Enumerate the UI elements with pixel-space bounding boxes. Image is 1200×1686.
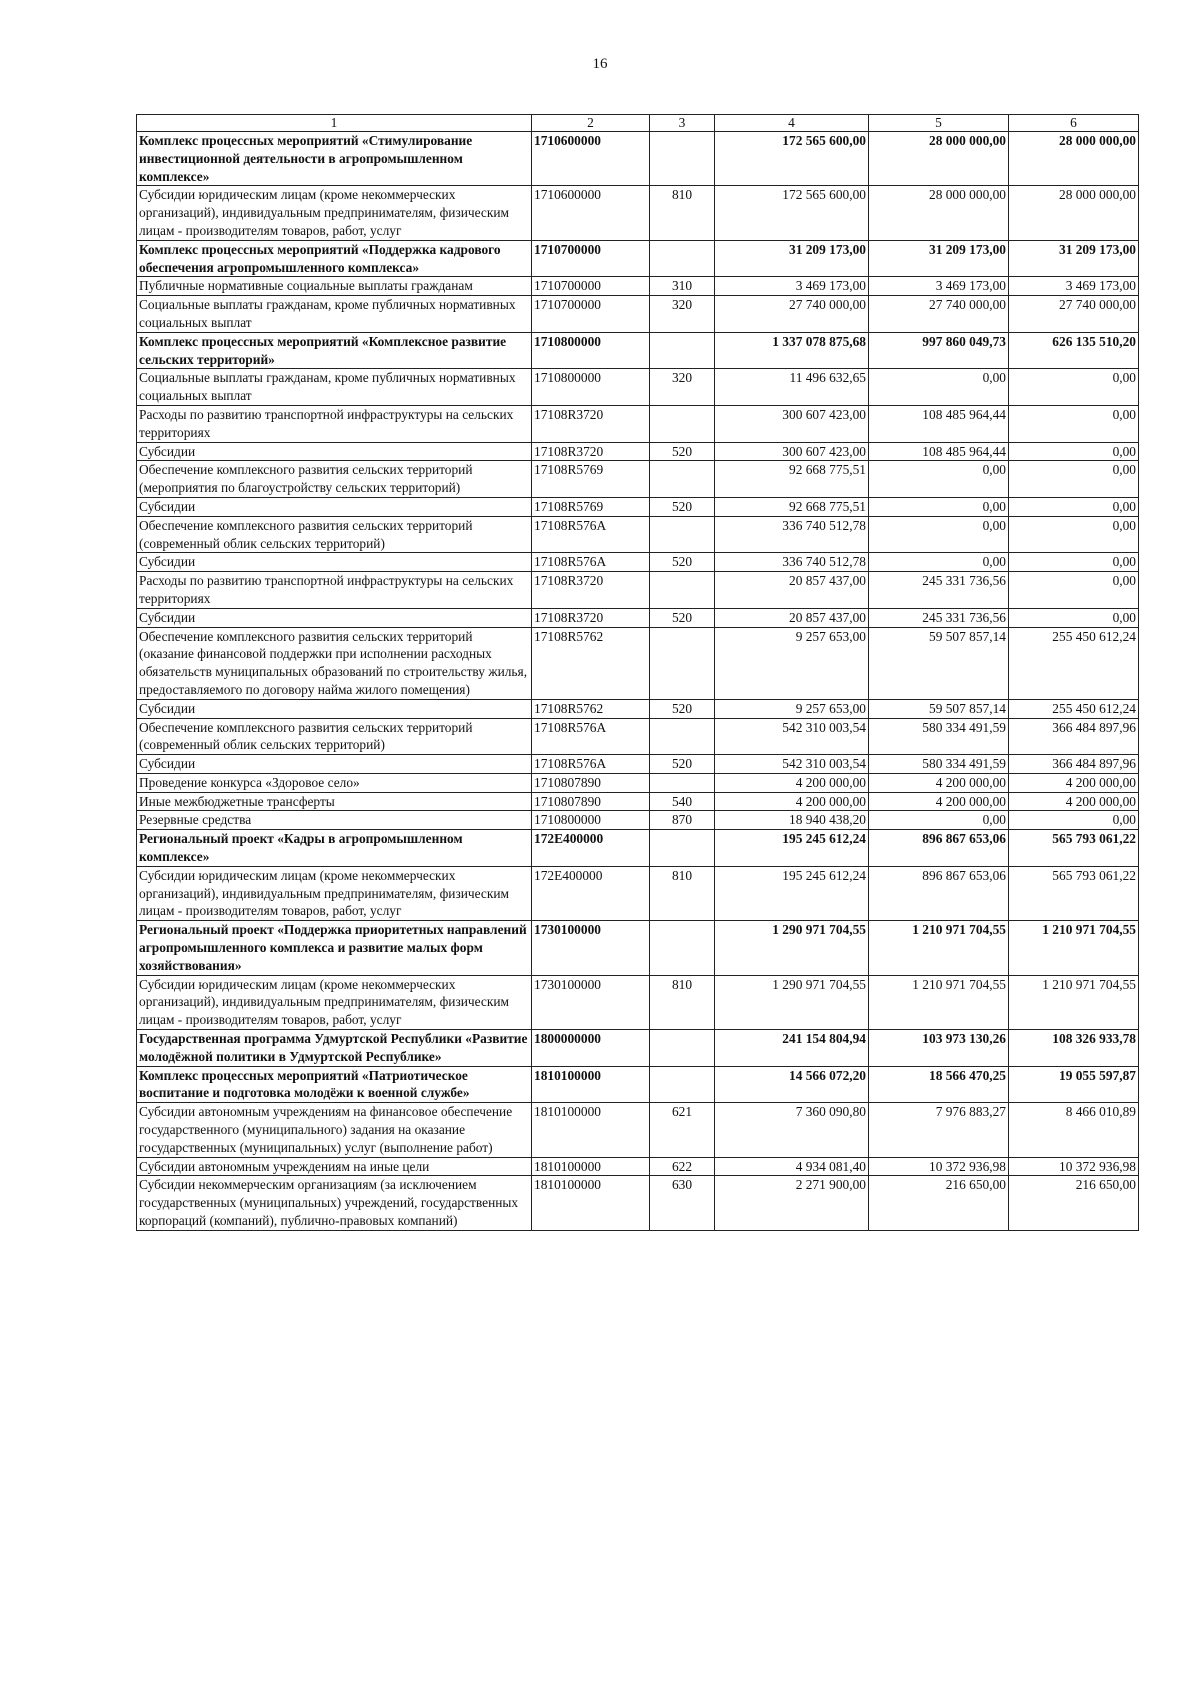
row-code-cell: 17108R3720	[532, 608, 650, 627]
row-name-cell: Субсидии	[137, 553, 532, 572]
table-header-row	[137, 115, 1139, 132]
row-expense-type-cell	[650, 718, 715, 755]
row-amount-col6-cell: 0,00	[1009, 608, 1139, 627]
row-amount-col4-cell: 195 245 612,24	[715, 830, 869, 867]
table-row	[137, 921, 1139, 975]
row-code-cell: 1710700000	[532, 277, 650, 296]
row-amount-col5-cell: 18 566 470,25	[869, 1066, 1009, 1103]
row-amount-col5-cell: 108 485 964,44	[869, 405, 1009, 442]
column-header: 6	[1009, 115, 1139, 132]
row-amount-col5-cell: 0,00	[869, 811, 1009, 830]
column-header: 5	[869, 115, 1009, 132]
row-amount-col5-cell: 896 867 653,06	[869, 830, 1009, 867]
table-row	[137, 699, 1139, 718]
row-expense-type-cell: 320	[650, 369, 715, 406]
table-row	[137, 497, 1139, 516]
row-amount-col6-cell: 1 210 971 704,55	[1009, 921, 1139, 975]
row-name-cell: Субсидии	[137, 442, 532, 461]
row-amount-col5-cell: 580 334 491,59	[869, 755, 1009, 774]
row-code-cell: 1710800000	[532, 369, 650, 406]
row-expense-type-cell: 870	[650, 811, 715, 830]
row-amount-col4-cell: 1 290 971 704,55	[715, 921, 869, 975]
table-row	[137, 572, 1139, 609]
row-code-cell: 1800000000	[532, 1030, 650, 1067]
row-amount-col4-cell: 195 245 612,24	[715, 866, 869, 920]
row-amount-col5-cell: 245 331 736,56	[869, 608, 1009, 627]
row-name-cell: Расходы по развитию транспортной инфраструктуры на сельских территориях	[137, 572, 532, 609]
budget-table	[136, 114, 1139, 1231]
table-row	[137, 866, 1139, 920]
row-amount-col4-cell: 11 496 632,65	[715, 369, 869, 406]
page-number: 16	[592, 56, 608, 72]
row-amount-col4-cell: 92 668 775,51	[715, 497, 869, 516]
row-amount-col6-cell: 0,00	[1009, 461, 1139, 498]
row-code-cell: 1730100000	[532, 921, 650, 975]
row-amount-col4-cell: 2 271 900,00	[715, 1176, 869, 1230]
row-expense-type-cell	[650, 132, 715, 186]
row-expense-type-cell	[650, 1030, 715, 1067]
row-expense-type-cell: 520	[650, 553, 715, 572]
row-amount-col6-cell: 366 484 897,96	[1009, 718, 1139, 755]
row-expense-type-cell: 520	[650, 755, 715, 774]
table-row	[137, 975, 1139, 1029]
row-amount-col5-cell: 0,00	[869, 461, 1009, 498]
row-amount-col5-cell: 1 210 971 704,55	[869, 975, 1009, 1029]
row-amount-col5-cell: 3 469 173,00	[869, 277, 1009, 296]
row-code-cell: 1710807890	[532, 773, 650, 792]
row-name-cell: Обеспечение комплексного развития сельских территорий (современный облик сельских территорий)	[137, 516, 532, 553]
row-amount-col5-cell: 0,00	[869, 497, 1009, 516]
row-code-cell: 1810100000	[532, 1157, 650, 1176]
row-expense-type-cell	[650, 921, 715, 975]
row-code-cell: 1810100000	[532, 1176, 650, 1230]
row-amount-col5-cell: 28 000 000,00	[869, 186, 1009, 240]
row-amount-col5-cell: 108 485 964,44	[869, 442, 1009, 461]
row-amount-col5-cell: 4 200 000,00	[869, 773, 1009, 792]
row-amount-col5-cell: 103 973 130,26	[869, 1030, 1009, 1067]
row-amount-col5-cell: 0,00	[869, 369, 1009, 406]
row-amount-col6-cell: 565 793 061,22	[1009, 830, 1139, 867]
row-expense-type-cell: 810	[650, 866, 715, 920]
table-row	[137, 811, 1139, 830]
row-name-cell: Субсидии автономным учреждениям на иные цели	[137, 1157, 532, 1176]
row-amount-col6-cell: 27 740 000,00	[1009, 296, 1139, 333]
table-row	[137, 553, 1139, 572]
row-name-cell: Резервные средства	[137, 811, 532, 830]
row-amount-col4-cell: 542 310 003,54	[715, 718, 869, 755]
row-amount-col5-cell: 245 331 736,56	[869, 572, 1009, 609]
table-row	[137, 608, 1139, 627]
table-row	[137, 718, 1139, 755]
row-amount-col6-cell: 31 209 173,00	[1009, 240, 1139, 277]
row-amount-col4-cell: 92 668 775,51	[715, 461, 869, 498]
row-expense-type-cell: 810	[650, 186, 715, 240]
row-amount-col4-cell: 9 257 653,00	[715, 627, 869, 699]
table-row	[137, 132, 1139, 186]
column-header: 3	[650, 115, 715, 132]
row-expense-type-cell: 310	[650, 277, 715, 296]
row-amount-col6-cell: 0,00	[1009, 553, 1139, 572]
row-amount-col4-cell: 300 607 423,00	[715, 442, 869, 461]
row-expense-type-cell	[650, 1066, 715, 1103]
table-row	[137, 1066, 1139, 1103]
row-name-cell: Комплекс процессных мероприятий «Патриотическое воспитание и подготовка молодёжи к военной службе»	[137, 1066, 532, 1103]
table-row	[137, 405, 1139, 442]
table-row	[137, 240, 1139, 277]
row-amount-col6-cell: 0,00	[1009, 516, 1139, 553]
row-amount-col4-cell: 14 566 072,20	[715, 1066, 869, 1103]
row-code-cell: 17108R3720	[532, 405, 650, 442]
row-name-cell: Субсидии	[137, 699, 532, 718]
row-name-cell: Субсидии	[137, 608, 532, 627]
row-amount-col6-cell: 626 135 510,20	[1009, 332, 1139, 369]
row-amount-col6-cell: 255 450 612,24	[1009, 627, 1139, 699]
row-code-cell: 17108R576A	[532, 516, 650, 553]
row-expense-type-cell	[650, 830, 715, 867]
row-amount-col5-cell: 7 976 883,27	[869, 1103, 1009, 1157]
row-amount-col6-cell: 4 200 000,00	[1009, 792, 1139, 811]
row-code-cell: 17108R5769	[532, 461, 650, 498]
row-name-cell: Субсидии автономным учреждениям на финансовое обеспечение государственного (муниципального) задания на оказание государственных (муниципальных) услуг (выполнение работ)	[137, 1103, 532, 1157]
row-amount-col6-cell: 108 326 933,78	[1009, 1030, 1139, 1067]
row-name-cell: Комплекс процессных мероприятий «Поддержка кадрового обеспечения агропромышленного комплекса»	[137, 240, 532, 277]
row-amount-col4-cell: 336 740 512,78	[715, 516, 869, 553]
table-row	[137, 461, 1139, 498]
table-row	[137, 277, 1139, 296]
row-code-cell: 172E400000	[532, 830, 650, 867]
column-header: 4	[715, 115, 869, 132]
row-amount-col6-cell: 0,00	[1009, 442, 1139, 461]
row-expense-type-cell	[650, 627, 715, 699]
row-amount-col6-cell: 4 200 000,00	[1009, 773, 1139, 792]
row-amount-col5-cell: 997 860 049,73	[869, 332, 1009, 369]
row-amount-col4-cell: 9 257 653,00	[715, 699, 869, 718]
row-name-cell: Иные межбюджетные трансферты	[137, 792, 532, 811]
row-code-cell: 17108R3720	[532, 572, 650, 609]
row-code-cell: 1730100000	[532, 975, 650, 1029]
row-name-cell: Обеспечение комплексного развития сельских территорий (оказание финансовой поддержки при исполнении расходных обязательств муниципальных образований по строительству жилья, предоставляемого по договору найма жилого помещения)	[137, 627, 532, 699]
row-expense-type-cell	[650, 773, 715, 792]
row-amount-col6-cell: 19 055 597,87	[1009, 1066, 1139, 1103]
table-row	[137, 516, 1139, 553]
row-amount-col4-cell: 336 740 512,78	[715, 553, 869, 572]
row-name-cell: Обеспечение комплексного развития сельских территорий (современный облик сельских территорий)	[137, 718, 532, 755]
row-amount-col4-cell: 542 310 003,54	[715, 755, 869, 774]
row-amount-col5-cell: 4 200 000,00	[869, 792, 1009, 811]
row-name-cell: Комплекс процессных мероприятий «Комплексное развитие сельских территорий»	[137, 332, 532, 369]
table-row	[137, 186, 1139, 240]
row-amount-col6-cell: 366 484 897,96	[1009, 755, 1139, 774]
row-expense-type-cell: 810	[650, 975, 715, 1029]
row-expense-type-cell: 520	[650, 608, 715, 627]
row-name-cell: Социальные выплаты гражданам, кроме публичных нормативных социальных выплат	[137, 296, 532, 333]
row-amount-col4-cell: 241 154 804,94	[715, 1030, 869, 1067]
row-amount-col6-cell: 8 466 010,89	[1009, 1103, 1139, 1157]
table-row	[137, 1103, 1139, 1157]
row-amount-col5-cell: 10 372 936,98	[869, 1157, 1009, 1176]
row-amount-col4-cell: 4 934 081,40	[715, 1157, 869, 1176]
row-amount-col6-cell: 0,00	[1009, 572, 1139, 609]
row-code-cell: 17108R5762	[532, 627, 650, 699]
row-amount-col6-cell: 28 000 000,00	[1009, 132, 1139, 186]
table-row	[137, 792, 1139, 811]
row-amount-col4-cell: 172 565 600,00	[715, 132, 869, 186]
row-name-cell: Публичные нормативные социальные выплаты гражданам	[137, 277, 532, 296]
table-row	[137, 1157, 1139, 1176]
row-code-cell: 1710800000	[532, 332, 650, 369]
column-header: 1	[137, 115, 532, 132]
row-amount-col6-cell: 216 650,00	[1009, 1176, 1139, 1230]
row-name-cell: Субсидии юридическим лицам (кроме некоммерческих организаций), индивидуальным предпринимателям, физическим лицам - производителям товаров, работ, услуг	[137, 866, 532, 920]
row-code-cell: 17108R5762	[532, 699, 650, 718]
row-expense-type-cell	[650, 516, 715, 553]
row-amount-col4-cell: 20 857 437,00	[715, 608, 869, 627]
row-amount-col5-cell: 216 650,00	[869, 1176, 1009, 1230]
row-code-cell: 1710807890	[532, 792, 650, 811]
table-row	[137, 1030, 1139, 1067]
row-expense-type-cell: 630	[650, 1176, 715, 1230]
row-code-cell: 1810100000	[532, 1066, 650, 1103]
row-amount-col4-cell: 4 200 000,00	[715, 792, 869, 811]
row-code-cell: 17108R576A	[532, 718, 650, 755]
row-code-cell: 1710600000	[532, 186, 650, 240]
row-amount-col5-cell: 896 867 653,06	[869, 866, 1009, 920]
row-amount-col4-cell: 7 360 090,80	[715, 1103, 869, 1157]
row-expense-type-cell: 622	[650, 1157, 715, 1176]
row-amount-col4-cell: 31 209 173,00	[715, 240, 869, 277]
row-name-cell: Субсидии	[137, 497, 532, 516]
row-name-cell: Обеспечение комплексного развития сельских территорий (мероприятия по благоустройству сельских территорий)	[137, 461, 532, 498]
row-name-cell: Проведение конкурса «Здоровое село»	[137, 773, 532, 792]
row-expense-type-cell: 520	[650, 442, 715, 461]
table-row	[137, 1176, 1139, 1230]
row-expense-type-cell: 621	[650, 1103, 715, 1157]
row-code-cell: 172E400000	[532, 866, 650, 920]
row-amount-col6-cell: 10 372 936,98	[1009, 1157, 1139, 1176]
row-amount-col6-cell: 255 450 612,24	[1009, 699, 1139, 718]
table-row	[137, 627, 1139, 699]
row-code-cell: 17108R5769	[532, 497, 650, 516]
row-amount-col4-cell: 27 740 000,00	[715, 296, 869, 333]
row-expense-type-cell	[650, 405, 715, 442]
row-amount-col4-cell: 18 940 438,20	[715, 811, 869, 830]
row-amount-col6-cell: 1 210 971 704,55	[1009, 975, 1139, 1029]
table-row	[137, 773, 1139, 792]
row-code-cell: 1710600000	[532, 132, 650, 186]
row-amount-col6-cell: 565 793 061,22	[1009, 866, 1139, 920]
row-expense-type-cell: 520	[650, 497, 715, 516]
row-code-cell: 17108R576A	[532, 755, 650, 774]
row-expense-type-cell	[650, 572, 715, 609]
row-name-cell: Субсидии юридическим лицам (кроме некоммерческих организаций), индивидуальным предпринимателям, физическим лицам - производителям товаров, работ, услуг	[137, 186, 532, 240]
row-expense-type-cell: 320	[650, 296, 715, 333]
row-name-cell: Комплекс процессных мероприятий «Стимулирование инвестиционной деятельности в агропромышленном комплексе»	[137, 132, 532, 186]
row-expense-type-cell: 520	[650, 699, 715, 718]
table-row	[137, 830, 1139, 867]
row-code-cell: 17108R576A	[532, 553, 650, 572]
row-amount-col5-cell: 0,00	[869, 516, 1009, 553]
row-amount-col4-cell: 300 607 423,00	[715, 405, 869, 442]
row-code-cell: 1710700000	[532, 240, 650, 277]
table-row	[137, 755, 1139, 774]
row-amount-col6-cell: 0,00	[1009, 369, 1139, 406]
row-expense-type-cell: 540	[650, 792, 715, 811]
table-row	[137, 369, 1139, 406]
row-amount-col5-cell: 31 209 173,00	[869, 240, 1009, 277]
row-amount-col6-cell: 0,00	[1009, 405, 1139, 442]
row-amount-col4-cell: 3 469 173,00	[715, 277, 869, 296]
row-code-cell: 1710800000	[532, 811, 650, 830]
row-amount-col4-cell: 4 200 000,00	[715, 773, 869, 792]
row-amount-col5-cell: 0,00	[869, 553, 1009, 572]
row-amount-col4-cell: 1 337 078 875,68	[715, 332, 869, 369]
row-code-cell: 1710700000	[532, 296, 650, 333]
row-amount-col5-cell: 28 000 000,00	[869, 132, 1009, 186]
table-row	[137, 296, 1139, 333]
row-name-cell: Субсидии некоммерческим организациям (за исключением государственных (муниципальных) учреждений, государственных корпораций (компаний), публично-правовых компаний)	[137, 1176, 532, 1230]
row-name-cell: Региональный проект «Кадры в агропромышленном комплексе»	[137, 830, 532, 867]
row-amount-col5-cell: 59 507 857,14	[869, 699, 1009, 718]
row-name-cell: Региональный проект «Поддержка приоритетных направлений агропромышленного комплекса и развитие малых форм хозяйствования»	[137, 921, 532, 975]
row-code-cell: 1810100000	[532, 1103, 650, 1157]
row-amount-col5-cell: 27 740 000,00	[869, 296, 1009, 333]
row-expense-type-cell	[650, 461, 715, 498]
table-row	[137, 332, 1139, 369]
row-expense-type-cell	[650, 240, 715, 277]
row-amount-col6-cell: 0,00	[1009, 811, 1139, 830]
row-name-cell: Социальные выплаты гражданам, кроме публичных нормативных социальных выплат	[137, 369, 532, 406]
column-header: 2	[532, 115, 650, 132]
row-name-cell: Субсидии	[137, 755, 532, 774]
table-row	[137, 442, 1139, 461]
row-amount-col5-cell: 580 334 491,59	[869, 718, 1009, 755]
row-amount-col4-cell: 20 857 437,00	[715, 572, 869, 609]
row-name-cell: Субсидии юридическим лицам (кроме некоммерческих организаций), индивидуальным предпринимателям, физическим лицам - производителям товаров, работ, услуг	[137, 975, 532, 1029]
row-amount-col4-cell: 172 565 600,00	[715, 186, 869, 240]
row-amount-col6-cell: 3 469 173,00	[1009, 277, 1139, 296]
row-name-cell: Расходы по развитию транспортной инфраструктуры на сельских территориях	[137, 405, 532, 442]
row-amount-col5-cell: 59 507 857,14	[869, 627, 1009, 699]
row-amount-col6-cell: 28 000 000,00	[1009, 186, 1139, 240]
row-amount-col6-cell: 0,00	[1009, 497, 1139, 516]
row-code-cell: 17108R3720	[532, 442, 650, 461]
row-amount-col5-cell: 1 210 971 704,55	[869, 921, 1009, 975]
row-name-cell: Государственная программа Удмуртской Республики «Развитие молодёжной политики в Удмуртской Республике»	[137, 1030, 532, 1067]
row-expense-type-cell	[650, 332, 715, 369]
row-amount-col4-cell: 1 290 971 704,55	[715, 975, 869, 1029]
